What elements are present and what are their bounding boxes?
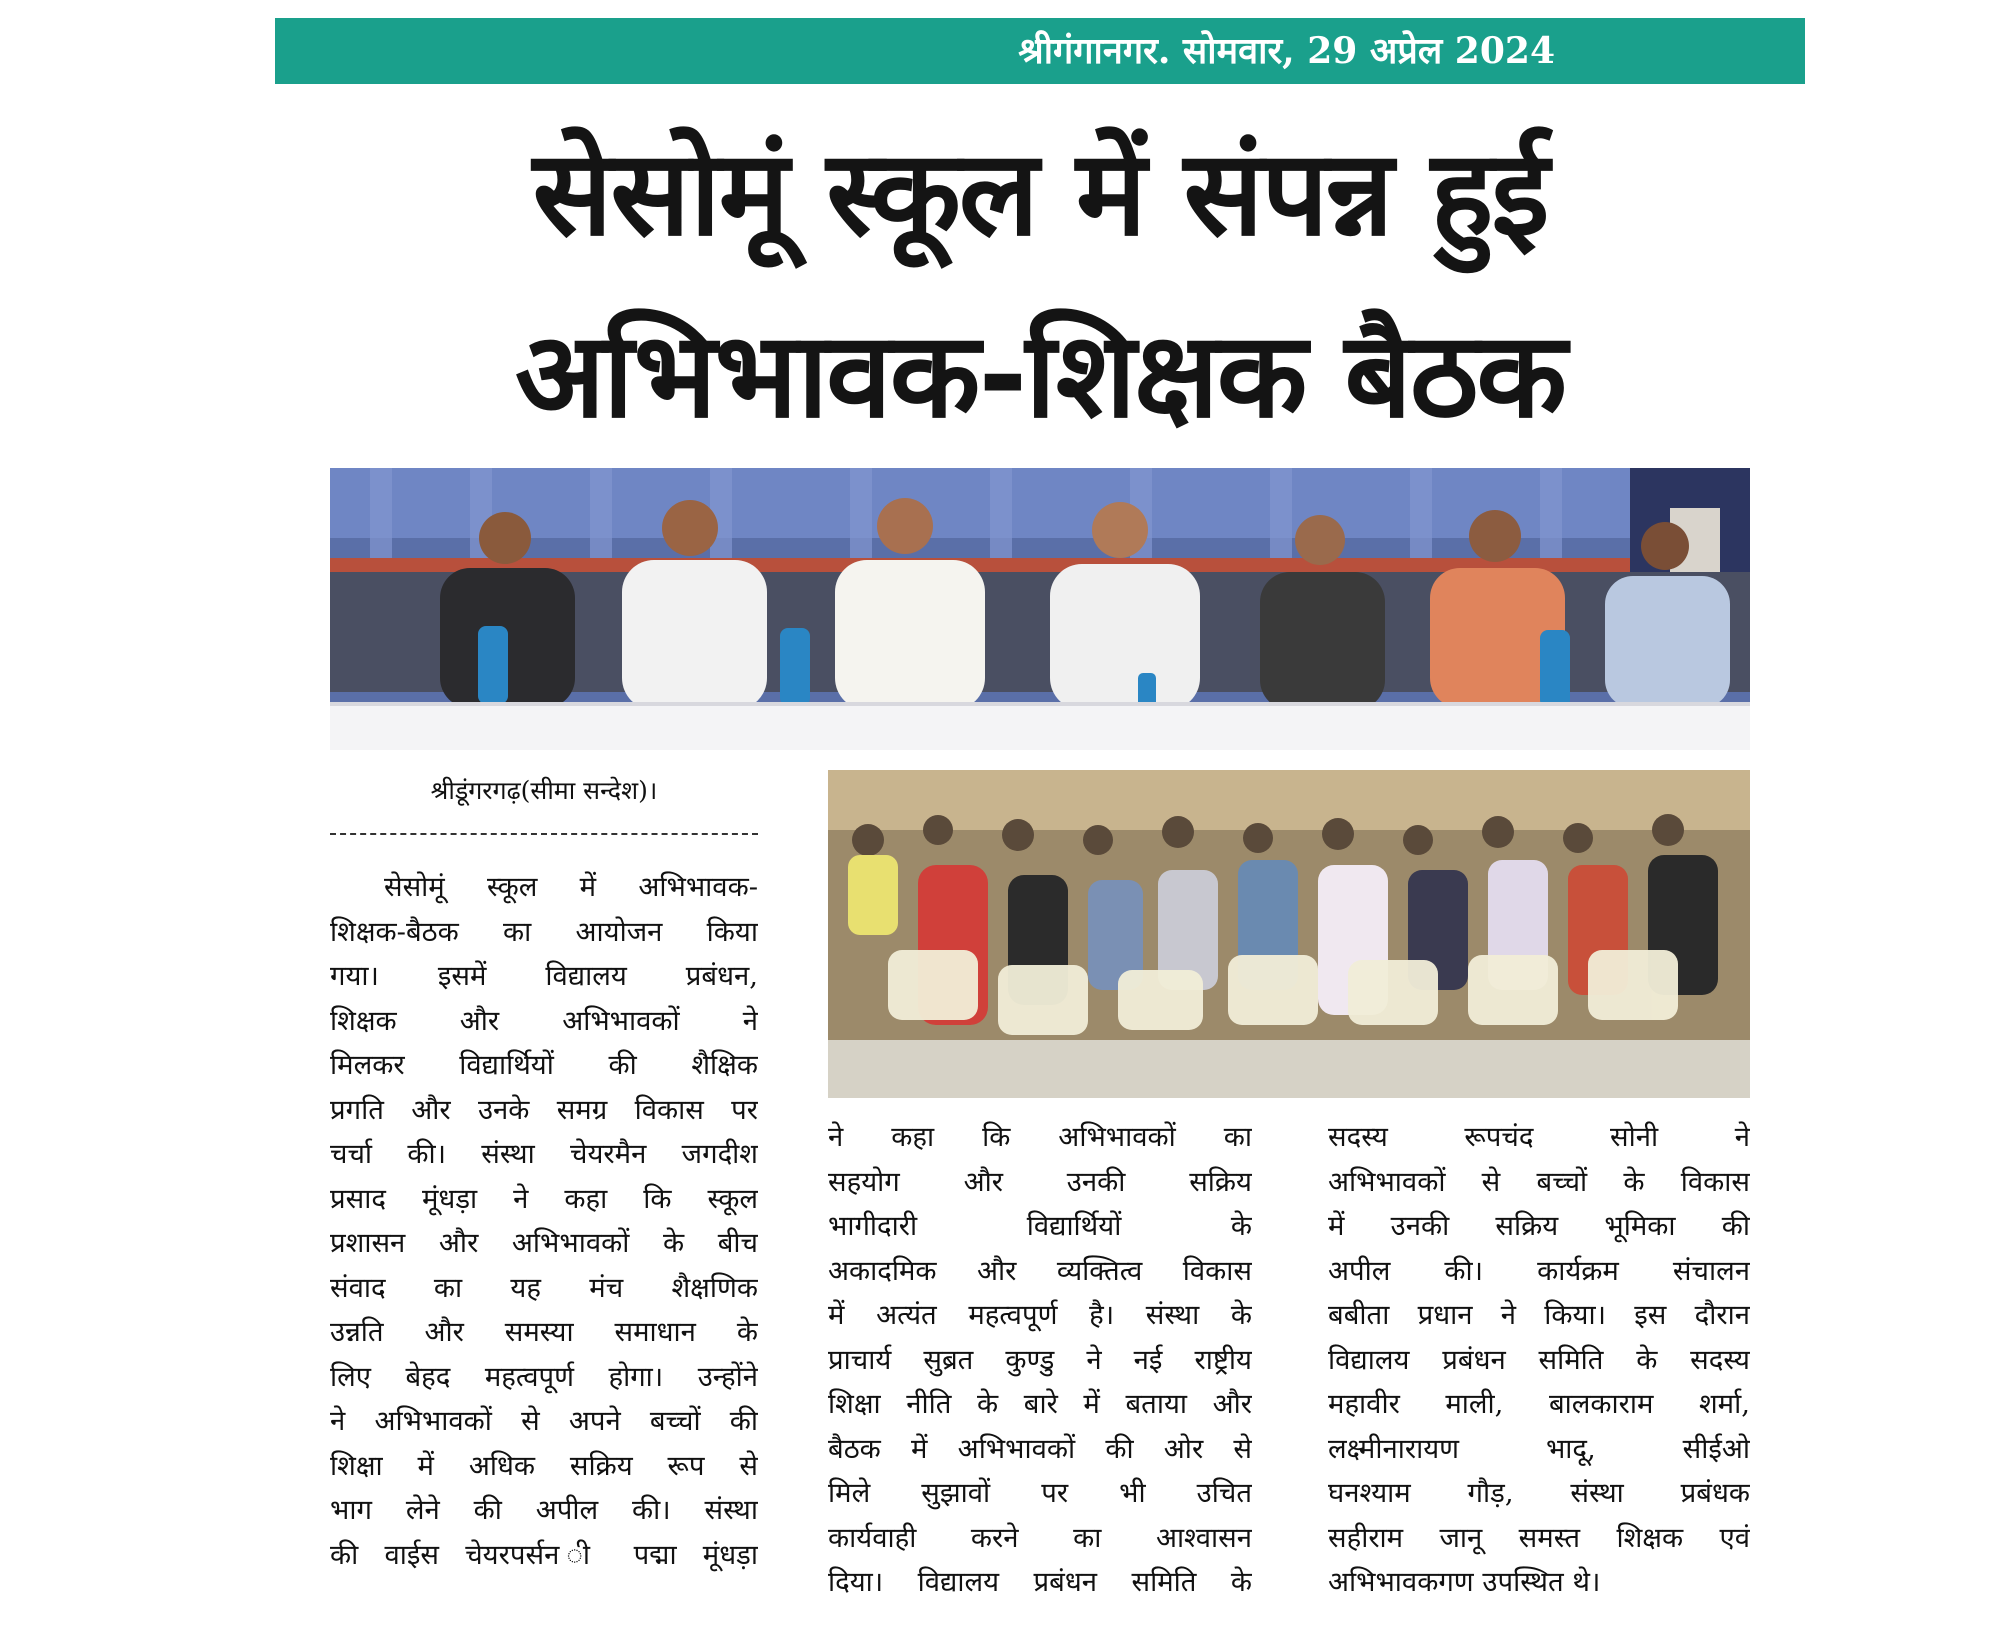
article-line: में अत्यंत महत्वपूर्ण है। संस्था के — [828, 1299, 1252, 1331]
audience-photo — [828, 770, 1750, 1098]
article-line: में उनकी सक्रिय भूमिका की — [1328, 1210, 1750, 1242]
article-line: संवाद का यह मंच शैक्षणिक — [330, 1271, 758, 1304]
article-line: ने अभिभावकों से अपने बच्चों की — [330, 1405, 758, 1437]
article-line: सेसोमूं स्कूल में अभिभावक- — [384, 871, 758, 903]
byline: श्रीडूंगरगढ़(सीमा सन्देश)। — [430, 776, 658, 805]
dateline-bar — [275, 18, 1805, 84]
article-line: भाग लेने की अपील की। संस्था — [330, 1494, 758, 1526]
article-line: सदस्य रूपचंद सोनी ने — [1328, 1121, 1750, 1153]
headline-line-2: अभिभावक-शिक्षक बैठक — [514, 306, 1566, 444]
article-line: प्रसाद मूंधड़ा ने कहा कि स्कूल — [330, 1182, 758, 1215]
article-line: दिया। विद्यालय प्रबंधन समिति के — [828, 1566, 1252, 1598]
article-line: भागीदारी विद्यार्थियों के — [828, 1210, 1252, 1242]
article-line: अभिभावकों से बच्चों के विकास — [1328, 1165, 1750, 1198]
article-line: उन्नति और समस्या समाधान के — [330, 1316, 758, 1348]
article-line: बबीता प्रधान ने किया। इस दौरान — [1328, 1299, 1750, 1331]
article-line: कार्यवाही करने का आश्वासन — [828, 1521, 1252, 1554]
article-line: सहीराम जानू समस्त शिक्षक एवं — [1328, 1521, 1750, 1554]
article-column-2 — [828, 1115, 1252, 1605]
article-line: विद्यालय प्रबंधन समिति के सदस्य — [1328, 1343, 1750, 1376]
article-line: प्रगति और उनके समग्र विकास पर — [330, 1093, 758, 1126]
article-line: अकादमिक और व्यक्तित्व विकास — [828, 1254, 1252, 1287]
article-line: लक्ष्मीनारायण भादू, सीईओ — [1328, 1432, 1750, 1465]
article-column-1 — [330, 865, 758, 1577]
article-line: अभिभावकगण उपस्थित थे। — [1328, 1566, 1601, 1598]
article-line: प्रशासन और अभिभावकों के बीच — [330, 1227, 758, 1259]
article-line: प्राचार्य सुब्रत कुण्डु ने नई राष्ट्रीय — [828, 1343, 1252, 1376]
article-line: मिले सुझावों पर भी उचित — [828, 1477, 1252, 1509]
dateline: श्रीगंगानगर. सोमवार, 29 अप्रेल 2024 — [1018, 30, 1555, 72]
article-line: गया। इसमें विद्यालय प्रबंधन, — [330, 960, 758, 992]
article-line: मिलकर विद्यार्थियों की शैक्षिक — [330, 1049, 758, 1081]
article-line: चर्चा की। संस्था चेयरमैन जगदीश — [330, 1138, 758, 1170]
article-line: लिए बेहद महत्वपूर्ण होगा। उन्होंने — [330, 1360, 758, 1393]
article-line: शिक्षा नीति के बारे में बताया और — [828, 1388, 1252, 1420]
article-line: सहयोग और उनकी सक्रिय — [828, 1165, 1252, 1198]
byline-divider — [330, 833, 758, 835]
article-line: की वाईस चेयरपर्सन ी पद्मा मूंधड़ा — [330, 1538, 758, 1571]
article-line: ने कहा कि अभिभावकों का — [828, 1121, 1252, 1153]
article-line: घनश्याम गौड़, संस्था प्रबंधक — [1328, 1477, 1750, 1509]
headline-line-1: सेसोमूं स्कूल में संपन्न हुई — [532, 124, 1548, 262]
article-line: अपील की। कार्यक्रम संचालन — [1328, 1254, 1750, 1287]
stage-guests-photo — [330, 468, 1750, 750]
article-line: शिक्षा में अधिक सक्रिय रूप से — [330, 1449, 758, 1482]
article-line: महावीर माली, बालकाराम शर्मा, — [1328, 1388, 1750, 1420]
article-line: शिक्षक-बैठक का आयोजन किया — [330, 915, 758, 948]
article-line: शिक्षक और अभिभावकों ने — [330, 1004, 758, 1037]
article-line: बैठक में अभिभावकों की ओर से — [828, 1432, 1252, 1465]
article-column-3 — [1328, 1115, 1750, 1605]
